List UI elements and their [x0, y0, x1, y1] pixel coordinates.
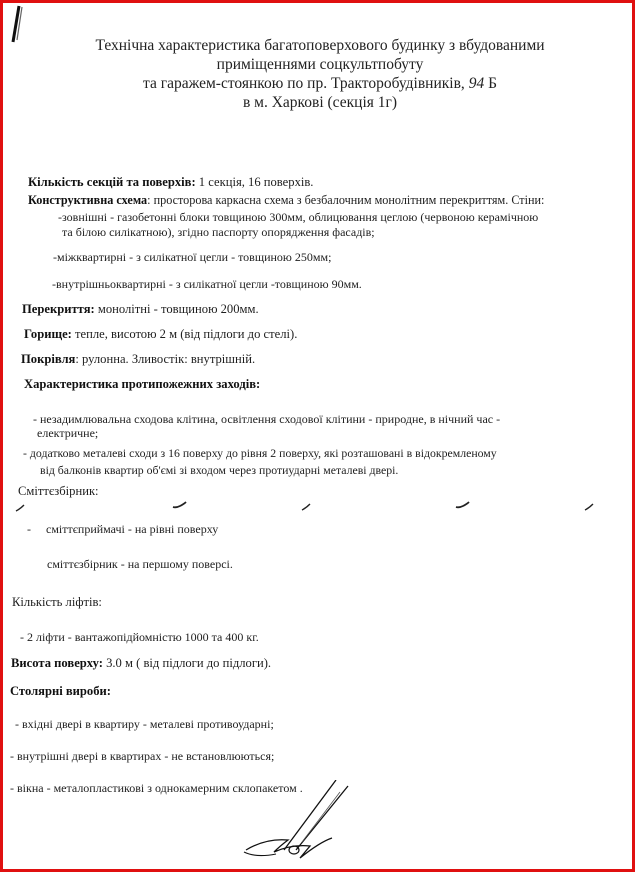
structure-label: Конструктивна схема	[28, 193, 148, 207]
wall-inner: -внутрішньоквартирні - з силікатної цегли -товщиною 90мм.	[52, 277, 362, 291]
wall-between-apartments: -міжквартирні - з силікатної цегли - товщиною 250мм;	[53, 250, 332, 264]
attic-label: Горище:	[24, 327, 72, 341]
check-mark-icon	[172, 500, 188, 510]
title-house-number: 94	[468, 75, 485, 92]
check-mark-icon	[455, 500, 471, 510]
fire-item-1-line-2: електричне;	[37, 426, 99, 440]
slab-row	[22, 302, 259, 317]
title-line-3-suffix: Б	[484, 75, 497, 92]
check-mark-icon	[300, 502, 316, 512]
floor-height-value: 3.0 м ( від підлоги до підлоги).	[102, 656, 272, 670]
structure-value: : просторова каркасна схема з безбалочним монолітним перекриттям. Стіни:	[147, 193, 545, 207]
fire-safety-heading	[24, 377, 260, 392]
pen-mark-icon	[10, 4, 24, 44]
attic-value: тепле, висотою 2 м (від підлоги до стелі).	[71, 327, 298, 341]
roof-value: : рулонна. Зливостік: внутрішній.	[75, 352, 256, 366]
fire-item-2-line-1: - додатково металеві сходи з 16 поверху до рівня 2 поверху, які розташовані в відокремленому	[23, 446, 497, 460]
structure-row	[28, 193, 544, 208]
signature-icon	[236, 780, 386, 860]
fire-item-1-line-1: - незадимлювальна сходова клітина, освітлення сходової клітини - природне, в нічний час -	[33, 412, 501, 426]
fire-safety-label: Характеристика протипожежних заходів:	[24, 377, 261, 391]
floor-height-row	[11, 656, 271, 671]
joinery-heading	[10, 684, 111, 699]
lifts-heading: Кількість ліфтів:	[12, 595, 102, 609]
floor-height-label: Висота поверху:	[11, 656, 103, 670]
document-title	[60, 36, 580, 112]
check-mark-icon	[14, 503, 30, 513]
slab-label: Перекриття:	[22, 302, 95, 316]
garbage-item-2: сміттєзбірник - на першому поверсі.	[47, 557, 233, 571]
sections-floors-value: 1 секція, 16 поверхів.	[195, 175, 314, 189]
title-line-4: в м. Харкові (секція 1г)	[242, 94, 398, 111]
sections-floors-row	[28, 175, 313, 190]
garbage-heading: Сміттєзбірник:	[18, 484, 99, 498]
title-line-3-prefix: та гаражем-стоянкою по пр. Тракторобудівників,	[143, 75, 469, 92]
sections-floors-label: Кількість секцій та поверхів:	[28, 175, 196, 189]
roof-row	[21, 352, 255, 367]
joinery-item-1: - вхідні двері в квартиру - металеві противоударні;	[15, 717, 274, 731]
garbage-item-1: сміттєприймачі - на рівні поверху	[46, 522, 219, 536]
wall-outer-line-2: та білою силікатною), згідно паспорту опорядження фасадів;	[62, 225, 375, 239]
lifts-item-1: - 2 ліфти - вантажопідйомністю 1000 та 400 кг.	[20, 630, 259, 644]
fire-item-2-line-2: від балконів квартир об'ємі зі входом через протиударні металеві двері.	[40, 463, 399, 477]
joinery-label: Столярні вироби:	[10, 684, 111, 698]
slab-value: монолітні - товщиною 200мм.	[94, 302, 259, 316]
check-mark-icon	[583, 502, 599, 512]
joinery-item-3: - вікна - металопластикові з однокамерним склопакетом .	[10, 781, 303, 795]
wall-outer-line-1: -зовнішні - газобетонні блоки товщиною 300мм, облицювання цеглою (червоною керамічною	[58, 210, 539, 224]
roof-label: Покрівля	[21, 352, 76, 366]
title-line-2: приміщеннями соцкультпобуту	[216, 56, 424, 73]
attic-row	[24, 327, 297, 342]
title-line-1: Технічна характеристика багатоповерхового будинку з вбудованими	[95, 37, 545, 54]
garbage-bullet: -	[27, 522, 31, 536]
joinery-item-2: - внутрішні двері в квартирах - не встановлюються;	[10, 749, 275, 763]
title-line-3	[60, 74, 580, 93]
